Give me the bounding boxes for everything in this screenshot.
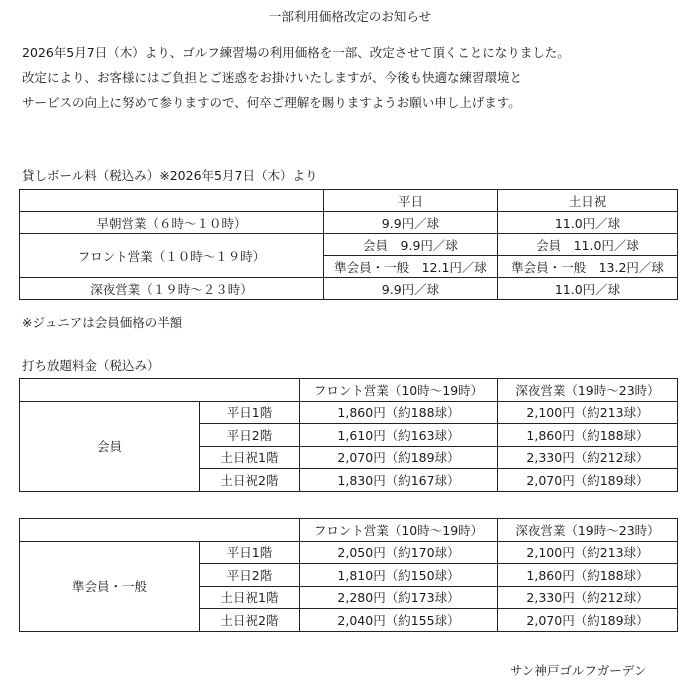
table-row: [20, 234, 678, 256]
table-cell: 2,280円（約173球）: [300, 586, 498, 609]
group-label-general: 準会員・一般: [20, 541, 200, 631]
row-label: 平日1階: [200, 401, 300, 424]
table-cell: 2,070円（約189球）: [300, 446, 498, 469]
column-header-front: フロント営業（10時～19時）: [300, 519, 498, 542]
column-header-late: 深夜営業（19時～23時）: [498, 519, 678, 542]
row-label-late: 深夜営業（１９時～２３時）: [20, 278, 324, 300]
table-cell: 9.9円／球: [324, 212, 498, 234]
intro-line: 2026年5月7日（木）より、ゴルフ練習場の利用価格を一部、改定させて頂くことになりました。: [22, 45, 570, 60]
table-row: [20, 212, 678, 234]
column-header-weekend: 土日祝: [498, 190, 678, 212]
table-cell: 2,330円（約212球）: [498, 446, 678, 469]
table-cell: 11.0円／球: [498, 278, 678, 300]
intro-line: サービスの向上に努めて参りますので、何卒ご理解を賜りますようお願い申し上げます。: [22, 95, 521, 110]
row-label: 土日祝2階: [200, 609, 300, 632]
table-cell: 会員 9.9円／球: [324, 234, 498, 256]
column-header-late: 深夜営業（19時～23時）: [498, 379, 678, 402]
table-cell: 会員 11.0円／球: [498, 234, 678, 256]
table-cell: 準会員・一般 12.1円／球: [324, 256, 498, 278]
table-cell: 1,830円（約167球）: [300, 469, 498, 492]
page-title: 一部利用価格改定のお知らせ: [268, 9, 432, 24]
general-unlimited-table: [19, 518, 678, 632]
table-cell: 1,860円（約188球）: [498, 424, 678, 447]
table-cell: 9.9円／球: [324, 278, 498, 300]
table-corner-cell: [20, 519, 300, 542]
row-label: 土日祝1階: [200, 586, 300, 609]
table-cell: 1,860円（約188球）: [300, 401, 498, 424]
row-label-front: フロント営業（１０時～１９時）: [20, 234, 324, 278]
table-corner-cell: [20, 190, 324, 212]
signature: サン神戸ゴルフガーデン: [510, 663, 647, 678]
junior-note: ※ジュニアは会員価格の半額: [22, 315, 183, 330]
row-label: 土日祝2階: [200, 469, 300, 492]
ball-rental-heading: 貸しボール料（税込み）※2026年5月7日（木）より: [22, 168, 318, 183]
row-label: 平日2階: [200, 424, 300, 447]
table-cell: 2,100円（約213球）: [498, 541, 678, 564]
table-row: [20, 401, 678, 424]
row-label: 平日1階: [200, 541, 300, 564]
row-label: 土日祝1階: [200, 446, 300, 469]
table-row: [20, 278, 678, 300]
row-label: 平日2階: [200, 564, 300, 587]
column-header-weekday: 平日: [324, 190, 498, 212]
unlimited-heading: 打ち放題料金（税込み）: [22, 358, 160, 373]
row-label-early: 早朝営業（６時～１０時）: [20, 212, 324, 234]
table-cell: 2,330円（約212球）: [498, 586, 678, 609]
intro-line: 改定により、お客様にはご負担とご迷惑をお掛けいたしますが、今後も快適な練習環境と: [22, 70, 523, 85]
table-cell: 2,050円（約170球）: [300, 541, 498, 564]
table-cell: 準会員・一般 13.2円／球: [498, 256, 678, 278]
table-row: [20, 519, 678, 542]
group-label-member: 会員: [20, 401, 200, 491]
column-header-front: フロント営業（10時～19時）: [300, 379, 498, 402]
member-unlimited-table: [19, 378, 678, 492]
table-cell: 2,070円（約189球）: [498, 609, 678, 632]
intro-paragraph: [22, 40, 570, 115]
table-row: [20, 541, 678, 564]
table-cell: 1,860円（約188球）: [498, 564, 678, 587]
table-row: [20, 190, 678, 212]
table-cell: 1,610円（約163球）: [300, 424, 498, 447]
table-row: [20, 379, 678, 402]
ball-rental-table: [19, 189, 678, 300]
table-cell: 1,810円（約150球）: [300, 564, 498, 587]
table-cell: 2,100円（約213球）: [498, 401, 678, 424]
table-cell: 2,070円（約189球）: [498, 469, 678, 492]
table-cell: 11.0円／球: [498, 212, 678, 234]
table-cell: 2,040円（約155球）: [300, 609, 498, 632]
table-corner-cell: [20, 379, 300, 402]
